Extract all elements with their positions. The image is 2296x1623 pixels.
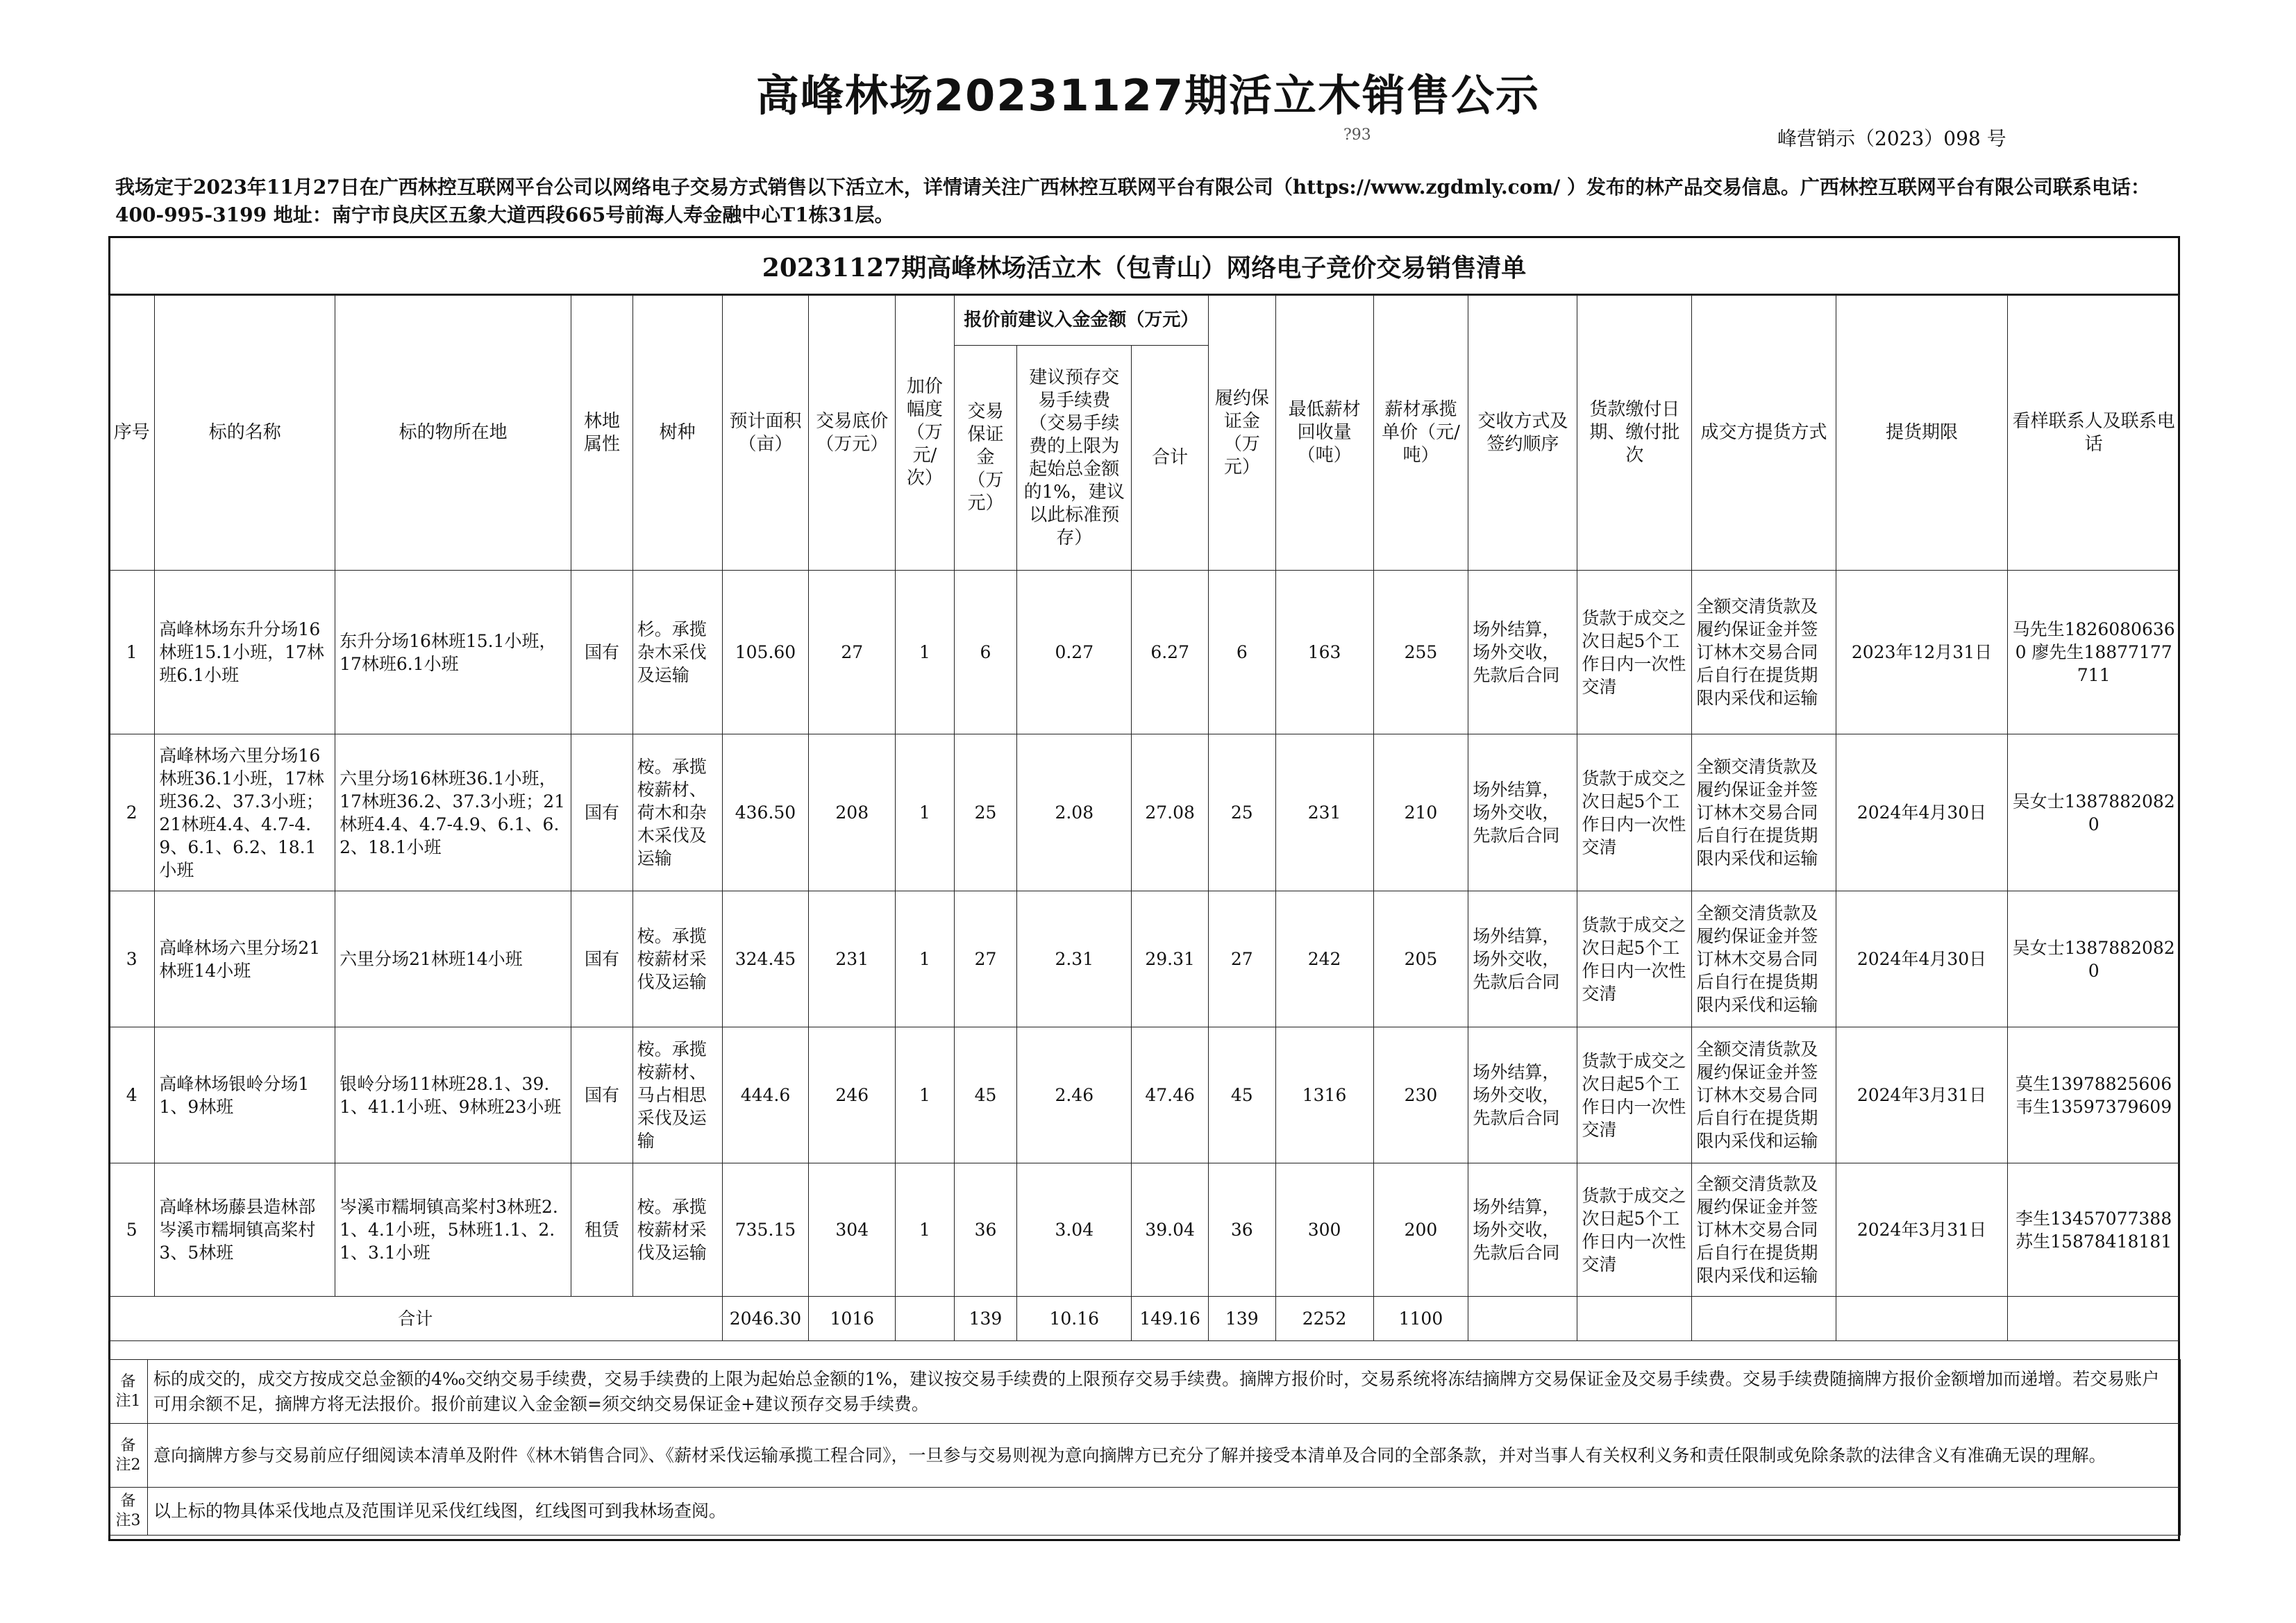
cell-name: 高峰林场银岭分场11、9林班 — [155, 1027, 335, 1163]
document-title: 高峰林场20231127期活立木销售公示 — [755, 70, 1541, 121]
header-perf-deposit: 履约保证金（万元） — [1209, 296, 1276, 571]
sales-table — [108, 295, 2180, 1341]
cell-subtotal: 27.08 — [1132, 734, 1209, 891]
cell-payment: 货款于成交之次日起5个工作日内一次性交清 — [1577, 571, 1692, 734]
note-label: 备注2 — [109, 1424, 148, 1488]
notes-table — [108, 1359, 2181, 1536]
cell-delivery: 场外结算，场外交收，先款后合同 — [1468, 1163, 1577, 1297]
total-increment-empty — [896, 1297, 955, 1341]
cell-deadline: 2024年4月30日 — [1836, 734, 2008, 891]
cell-increment: 1 — [896, 734, 955, 891]
cell-subtotal: 6.27 — [1132, 571, 1209, 734]
header-land: 林地属性 — [571, 296, 633, 571]
cell-payment: 货款于成交之次日起5个工作日内一次性交清 — [1577, 734, 1692, 891]
cell-area: 735.15 — [722, 1163, 809, 1297]
cell-species: 桉。承揽桉薪材采伐及运输 — [632, 1163, 722, 1297]
cell-land: 国有 — [571, 734, 633, 891]
cell-delivery: 场外结算，场外交收，先款后合同 — [1468, 571, 1577, 734]
list-title: 20231127期高峰林场活立木（包青山）网络电子竞价交易销售清单 — [108, 238, 2180, 295]
header-payment: 货款缴付日期、缴付批次 — [1577, 296, 1692, 571]
cell-delivery: 场外结算，场外交收，先款后合同 — [1468, 1027, 1577, 1163]
header-contact: 看样联系人及联系电话 — [2008, 296, 2180, 571]
note-row — [109, 1360, 2181, 1424]
cell-seq: 1 — [109, 571, 155, 734]
cell-increment: 1 — [896, 1163, 955, 1297]
cell-min-volume: 242 — [1275, 891, 1373, 1027]
cell-pickup: 全额交清货款及履约保证金并签订林木交易合同后自行在提货期限内采伐和运输 — [1692, 571, 1836, 734]
total-empty — [1836, 1297, 2008, 1341]
note-label: 备注1 — [109, 1360, 148, 1424]
total-empty — [1468, 1297, 1577, 1341]
cell-area: 105.60 — [722, 571, 809, 734]
cell-subtotal: 39.04 — [1132, 1163, 1209, 1297]
note-text: 以上标的物具体采伐地点及范围详见采伐红线图，红线图可到我林场查阅。 — [148, 1488, 2181, 1536]
total-row — [109, 1297, 2180, 1341]
intro-paragraph: 我场定于2023年11月27日在广西林控互联网平台公司以网络电子交易方式销售以下活立木，详情请关注广西林控互联网平台有限公司（https://www.zgdmly.com/ ）发布的林产品交易信息。广西林控互联网平台有限公司联系电话：400-995-3199 地址：南宁市良庆区五象大道西段665号前海人寿金融中心T1栋31层。 — [115, 176, 2150, 226]
header-subtotal: 合计 — [1132, 346, 1209, 571]
cell-species: 杉。承揽杂木采伐及运输 — [632, 571, 722, 734]
cell-min-volume: 1316 — [1275, 1027, 1373, 1163]
table-row — [109, 734, 2180, 891]
cell-unit-price: 255 — [1373, 571, 1468, 734]
total-unit-price: 1100 — [1373, 1297, 1468, 1341]
document-number: 峰营销示（2023）098 号 — [1777, 127, 2006, 150]
cell-base-price: 304 — [809, 1163, 896, 1297]
note-text: 意向摘牌方参与交易前应仔细阅读本清单及附件《林木销售合同》、《薪材采伐运输承揽工程合同》，一旦参与交易则视为意向摘牌方已充分了解并接受本清单及合同的全部条款，并对当事人有关权利义务和责任限制或免除条款的法律含义有准确无误的理解。 — [148, 1424, 2181, 1488]
cell-perf-deposit: 25 — [1209, 734, 1276, 891]
cell-name: 高峰林场六里分场21林班14小班 — [155, 891, 335, 1027]
total-empty — [1692, 1297, 1836, 1341]
cell-fee: 2.08 — [1017, 734, 1132, 891]
cell-perf-deposit: 27 — [1209, 891, 1276, 1027]
table-row — [109, 1027, 2180, 1163]
cell-pickup: 全额交清货款及履约保证金并签订林木交易合同后自行在提货期限内采伐和运输 — [1692, 1163, 1836, 1297]
cell-increment: 1 — [896, 571, 955, 734]
header-base-price: 交易底价（万元） — [809, 296, 896, 571]
cell-location: 岑溪市糯垌镇高桨村3林班2.1、4.1小班，5林班1.1、2.1、3.1小班 — [335, 1163, 571, 1297]
cell-min-volume: 300 — [1275, 1163, 1373, 1297]
total-area: 2046.30 — [722, 1297, 809, 1341]
cell-location: 六里分场16林班36.1小班，17林班36.2、37.3小班；21林班4.4、4.7-4.9、6.1、6.2、18.1小班 — [335, 734, 571, 891]
cell-species: 桉。承揽桉薪材采伐及运输 — [632, 891, 722, 1027]
cell-fee: 2.31 — [1017, 891, 1132, 1027]
cell-land: 国有 — [571, 891, 633, 1027]
cell-area: 444.6 — [722, 1027, 809, 1163]
total-min-volume: 2252 — [1275, 1297, 1373, 1341]
cell-deadline: 2024年3月31日 — [1836, 1163, 2008, 1297]
cell-unit-price: 205 — [1373, 891, 1468, 1027]
table-row — [109, 571, 2180, 734]
cell-area: 436.50 — [722, 734, 809, 891]
cell-increment: 1 — [896, 891, 955, 1027]
cell-delivery: 场外结算，场外交收，先款后合同 — [1468, 734, 1577, 891]
note-row — [109, 1424, 2181, 1488]
cell-location: 六里分场21林班14小班 — [335, 891, 571, 1027]
cell-unit-price: 230 — [1373, 1027, 1468, 1163]
cell-pickup: 全额交清货款及履约保证金并签订林木交易合同后自行在提货期限内采伐和运输 — [1692, 1027, 1836, 1163]
cell-contact: 莫生13978825606 韦生13597379609 — [2008, 1027, 2180, 1163]
cell-min-volume: 163 — [1275, 571, 1373, 734]
cell-perf-deposit: 36 — [1209, 1163, 1276, 1297]
cell-name: 高峰林场六里分场16林班36.1小班，17林班36.2、37.3小班；21林班4.4、4.7-4.9、6.1、6.2、18.1小班 — [155, 734, 335, 891]
cell-name: 高峰林场藤县造林部岑溪市糯垌镇高桨村3、5林班 — [155, 1163, 335, 1297]
cell-perf-deposit: 6 — [1209, 571, 1276, 734]
cell-fee: 3.04 — [1017, 1163, 1132, 1297]
cell-base-price: 231 — [809, 891, 896, 1027]
cell-seq: 3 — [109, 891, 155, 1027]
total-label: 合计 — [109, 1297, 723, 1341]
cell-species: 桉。承揽桉薪材、荷木和杂木采伐及运输 — [632, 734, 722, 891]
cell-pickup: 全额交清货款及履约保证金并签订林木交易合同后自行在提货期限内采伐和运输 — [1692, 734, 1836, 891]
cell-trade-deposit: 25 — [954, 734, 1017, 891]
cell-deadline: 2024年4月30日 — [1836, 891, 2008, 1027]
cell-land: 国有 — [571, 1027, 633, 1163]
header-pickup: 成交方提货方式 — [1692, 296, 1836, 571]
cell-contact: 李生13457077388 苏生15878418181 — [2008, 1163, 2180, 1297]
note-row — [109, 1488, 2181, 1536]
total-trade-deposit: 139 — [954, 1297, 1017, 1341]
header-species: 树种 — [632, 296, 722, 571]
cell-delivery: 场外结算，场外交收，先款后合同 — [1468, 891, 1577, 1027]
cell-contact: 吴女士13878820820 — [2008, 891, 2180, 1027]
cell-trade-deposit: 36 — [954, 1163, 1017, 1297]
cell-payment: 货款于成交之次日起5个工作日内一次性交清 — [1577, 891, 1692, 1027]
cell-seq: 2 — [109, 734, 155, 891]
cell-fee: 0.27 — [1017, 571, 1132, 734]
cell-increment: 1 — [896, 1027, 955, 1163]
cell-contact: 马先生18260806360 廖先生18877177711 — [2008, 571, 2180, 734]
cell-base-price: 208 — [809, 734, 896, 891]
cell-seq: 4 — [109, 1027, 155, 1163]
cell-payment: 货款于成交之次日起5个工作日内一次性交清 — [1577, 1027, 1692, 1163]
cell-base-price: 27 — [809, 571, 896, 734]
cell-payment: 货款于成交之次日起5个工作日内一次性交清 — [1577, 1163, 1692, 1297]
header-area: 预计面积（亩） — [722, 296, 809, 571]
cell-unit-price: 200 — [1373, 1163, 1468, 1297]
cell-area: 324.45 — [722, 891, 809, 1027]
total-subtotal: 149.16 — [1132, 1297, 1209, 1341]
cell-location: 东升分场16林班15.1小班，17林班6.1小班 — [335, 571, 571, 734]
header-min-volume: 最低薪材回收量（吨） — [1275, 296, 1373, 571]
cell-trade-deposit: 45 — [954, 1027, 1017, 1163]
table-row — [109, 891, 2180, 1027]
cell-name: 高峰林场东升分场16林班15.1小班，17林班6.1小班 — [155, 571, 335, 734]
cell-contact: 吴女士13878820820 — [2008, 734, 2180, 891]
note-text: 标的成交的，成交方按成交总金额的4‰交纳交易手续费，交易手续费的上限为起始总金额的1%，建议按交易手续费的上限预存交易手续费。摘牌方报价时，交易系统将冻结摘牌方交易保证金及交易手续费。交易手续费随摘牌方报价金额增加而递增。若交易账户可用余额不足，摘牌方将无法报价。报价前建议入金金额=须交纳交易保证金+建议预存交易手续费。 — [148, 1360, 2181, 1424]
cell-species: 桉。承揽桉薪材、马占相思采伐及运输 — [632, 1027, 722, 1163]
header-seq: 序号 — [109, 296, 155, 571]
cell-base-price: 246 — [809, 1027, 896, 1163]
cell-deadline: 2023年12月31日 — [1836, 571, 2008, 734]
cell-subtotal: 47.46 — [1132, 1027, 1209, 1163]
header-increment: 加价幅度（万元/次） — [896, 296, 955, 571]
header-name: 标的名称 — [155, 296, 335, 571]
cell-unit-price: 210 — [1373, 734, 1468, 891]
total-empty — [1577, 1297, 1692, 1341]
cell-min-volume: 231 — [1275, 734, 1373, 891]
header-deadline: 提货期限 — [1836, 296, 2008, 571]
note-label: 备注3 — [109, 1488, 148, 1536]
cell-seq: 5 — [109, 1163, 155, 1297]
table-row — [109, 1163, 2180, 1297]
cell-deadline: 2024年3月31日 — [1836, 1027, 2008, 1163]
cell-subtotal: 29.31 — [1132, 891, 1209, 1027]
header-trade-deposit: 交易保证金（万元） — [954, 346, 1017, 571]
total-fee: 10.16 — [1017, 1297, 1132, 1341]
cell-perf-deposit: 45 — [1209, 1027, 1276, 1163]
cell-location: 银岭分场11林班28.1、39.1、41.1小班、9林班23小班 — [335, 1027, 571, 1163]
header-location: 标的物所在地 — [335, 296, 571, 571]
header-unit-price: 薪材承揽单价（元/吨） — [1373, 296, 1468, 571]
cell-fee: 2.46 — [1017, 1027, 1132, 1163]
cell-trade-deposit: 27 — [954, 891, 1017, 1027]
header-deposit-group: 报价前建议入金金额（万元） — [954, 296, 1208, 346]
total-perf-deposit: 139 — [1209, 1297, 1276, 1341]
cell-pickup: 全额交清货款及履约保证金并签订林木交易合同后自行在提货期限内采伐和运输 — [1692, 891, 1836, 1027]
cell-trade-deposit: 6 — [954, 571, 1017, 734]
header-fee: 建议预存交易手续费（交易手续费的上限为起始总金额的1%，建议以此标准预存） — [1017, 346, 1132, 571]
total-empty — [2008, 1297, 2180, 1341]
cell-land: 租赁 — [571, 1163, 633, 1297]
total-base-price: 1016 — [809, 1297, 896, 1341]
cell-land: 国有 — [571, 571, 633, 734]
scan-artifact: ?93 — [1343, 126, 1371, 144]
header-delivery: 交收方式及签约顺序 — [1468, 296, 1577, 571]
